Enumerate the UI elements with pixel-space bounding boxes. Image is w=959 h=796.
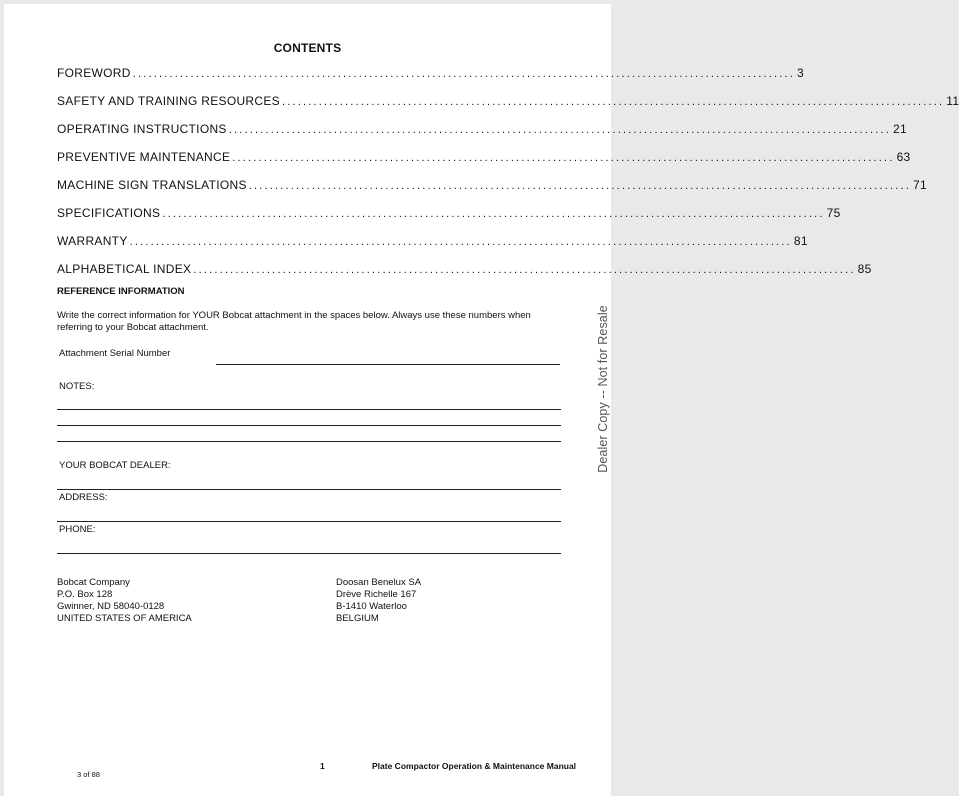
toc-entry-page: 11 xyxy=(946,94,959,108)
address-line-text: UNITED STATES OF AMERICA xyxy=(57,613,192,624)
toc-leader-dots: .............................................................................................................................. xyxy=(248,180,912,192)
phone-label: PHONE: xyxy=(59,524,96,535)
address-block-us xyxy=(57,577,192,625)
toc-entry-operating[interactable] xyxy=(57,122,907,138)
toc-entry-page: 71 xyxy=(913,178,927,192)
address-line-text: Doosan Benelux SA xyxy=(336,577,422,588)
document-page xyxy=(4,4,959,796)
toc-leader-dots: .............................................................................................................................. xyxy=(228,124,892,136)
address-line-text: Bobcat Company xyxy=(57,577,130,588)
toc-leader-dots: .............................................................................................................................. xyxy=(281,96,945,108)
toc-entry-page: 3 xyxy=(797,66,804,80)
reference-instructions: Write the correct information for YOUR Bobcat attachment in the spaces below. Always use these numbers when referring to your Bobcat attachment. xyxy=(57,310,531,333)
address-line-text: Gwinner, ND 58040-0128 xyxy=(57,601,165,612)
toc-leader-dots: .............................................................................................................................. xyxy=(232,152,895,164)
toc-leader-dots: .............................................................................................................................. xyxy=(132,68,796,80)
toc-entry-label: FOREWORD xyxy=(57,66,131,80)
toc-entry-label: WARRANTY xyxy=(57,234,128,248)
address-line-text: B-1410 Waterloo xyxy=(336,601,407,612)
toc-entry-label: PREVENTIVE MAINTENANCE xyxy=(57,150,231,164)
toc-leader-dots: .............................................................................................................................. xyxy=(162,208,825,220)
notes-line xyxy=(57,441,561,442)
toc-entry-index[interactable] xyxy=(57,262,872,278)
address-block-eu xyxy=(336,577,421,625)
address-line xyxy=(57,521,561,522)
page-title: CONTENTS xyxy=(273,41,342,55)
toc-entry-page: 81 xyxy=(793,234,808,248)
toc-entry-page: 85 xyxy=(857,262,872,276)
notes-label: NOTES: xyxy=(59,381,95,392)
toc-entry-label: SAFETY AND TRAINING RESOURCES xyxy=(57,94,280,108)
reference-heading: REFERENCE INFORMATION xyxy=(57,286,185,297)
serial-number-label: Attachment Serial Number xyxy=(59,348,171,359)
page-number: 1 xyxy=(320,761,325,771)
notes-line xyxy=(57,409,561,410)
toc-leader-dots: .............................................................................................................................. xyxy=(129,236,792,248)
address-line-text: BELGIUM xyxy=(336,613,379,624)
phone-line xyxy=(57,553,561,554)
toc-entry-label: MACHINE SIGN TRANSLATIONS xyxy=(57,178,247,192)
dealer-copy-watermark: Dealer Copy -- Not for Resale xyxy=(596,305,610,473)
toc-leader-dots: .............................................................................................................................. xyxy=(193,264,856,276)
toc-entry-warranty[interactable] xyxy=(57,234,808,250)
toc-entry-label: SPECIFICATIONS xyxy=(57,206,161,220)
notes-line xyxy=(57,425,561,426)
toc-entry-label: OPERATING INSTRUCTIONS xyxy=(57,122,227,136)
toc-entry-sign-translations[interactable] xyxy=(57,178,927,194)
toc-entry-page: 63 xyxy=(896,150,911,164)
page-of-indicator: 3 of 88 xyxy=(77,770,100,779)
toc-entry-specifications[interactable] xyxy=(57,206,841,222)
toc-entry-maintenance[interactable] xyxy=(57,150,911,166)
toc-entry-safety[interactable] xyxy=(57,94,959,110)
manual-title: Plate Compactor Operation & Maintenance Manual xyxy=(372,761,577,771)
address-line-text: P.O. Box 128 xyxy=(57,589,113,600)
address-line-text: Drève Richelle 167 xyxy=(336,589,417,600)
dealer-line xyxy=(57,489,561,490)
toc-entry-label: ALPHABETICAL INDEX xyxy=(57,262,192,276)
dealer-label: YOUR BOBCAT DEALER: xyxy=(59,460,171,471)
address-label: ADDRESS: xyxy=(59,492,108,503)
serial-number-field-line xyxy=(216,364,560,365)
toc-entry-page: 75 xyxy=(826,206,841,220)
toc-entry-page: 21 xyxy=(893,122,907,136)
toc-entry-foreword[interactable] xyxy=(57,66,804,82)
